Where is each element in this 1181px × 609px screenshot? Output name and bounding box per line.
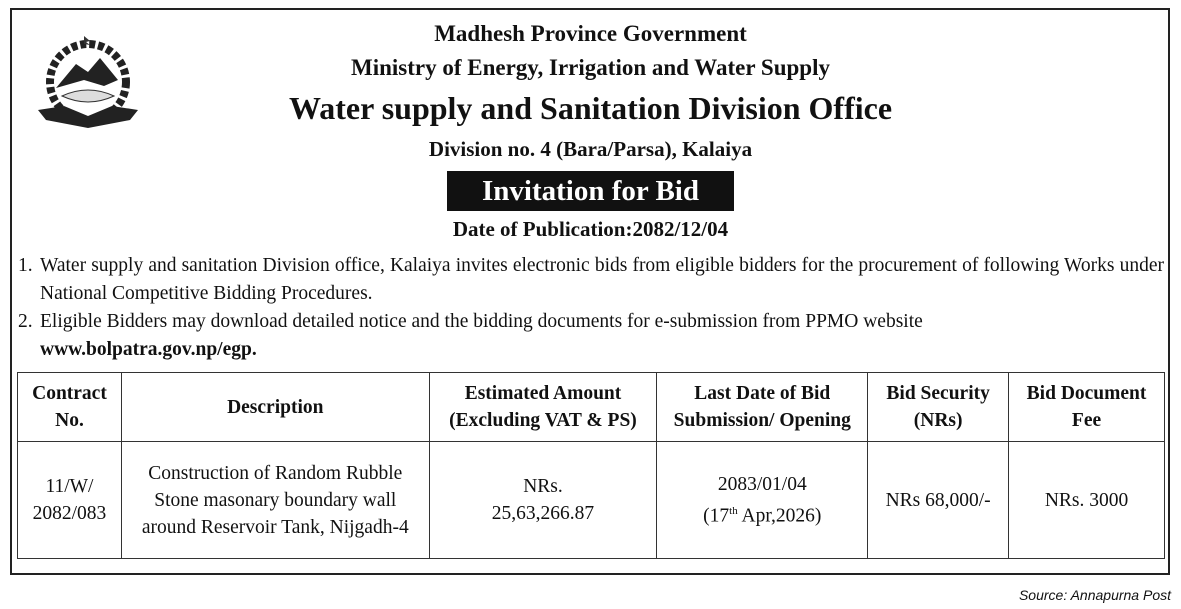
- ministry-name: Ministry of Energy, Irrigation and Water Supply: [350, 55, 830, 80]
- paragraph-text: Eligible Bidders may download detailed notice and the bidding documents for e-submission from PPMO website: [40, 311, 923, 332]
- header-description: Description: [121, 373, 429, 442]
- header-doc-fee: Bid Document Fee: [1009, 373, 1165, 442]
- table-header-row: [18, 373, 1165, 442]
- header-last-date: Last Date of Bid Submission/ Opening: [657, 373, 868, 442]
- ppmo-website-link[interactable]: www.bolpatra.gov.np/egp.: [40, 339, 257, 360]
- government-name: Madhesh Province Government: [434, 21, 747, 46]
- cell-contract-no: 11/W/ 2082/083: [18, 442, 122, 559]
- cell-last-date: 2083/01/04 (17th Apr,2026): [657, 442, 868, 559]
- paragraph-number: 2.: [18, 311, 33, 332]
- table-row: [18, 442, 1165, 559]
- header-contract-no: Contract No.: [18, 373, 122, 442]
- paragraph-text: Water supply and sanitation Division office, Kalaiya invites electronic bids from eligible bidders for the procurement of following Works under National Competitive Bidding Procedures.: [40, 255, 1164, 304]
- office-name: Water supply and Sanitation Division Office: [288, 90, 893, 126]
- cell-amount: NRs. 25,63,266.87: [429, 442, 657, 559]
- cell-bid-security: NRs 68,000/-: [868, 442, 1009, 559]
- paragraph-number: 1.: [18, 255, 33, 276]
- header-bid-security: Bid Security (NRs): [868, 373, 1009, 442]
- cell-doc-fee: NRs. 3000: [1009, 442, 1165, 559]
- publication-date: Date of Publication:2082/12/04: [452, 217, 729, 241]
- cell-description: Construction of Random Rubble Stone masonary boundary wall around Reservoir Tank, Nijgadh-4: [121, 442, 429, 559]
- division-name: Division no. 4 (Bara/Parsa), Kalaiya: [428, 137, 753, 161]
- bid-table: [17, 372, 1165, 559]
- paragraph-2: [18, 308, 1164, 364]
- header-estimated-amount: Estimated Amount (Excluding VAT & PS): [429, 373, 657, 442]
- paragraph-1: [18, 252, 1164, 308]
- source-caption: Source: Annapurna Post: [1018, 587, 1171, 603]
- notice-title: Invitation for Bid: [447, 171, 734, 211]
